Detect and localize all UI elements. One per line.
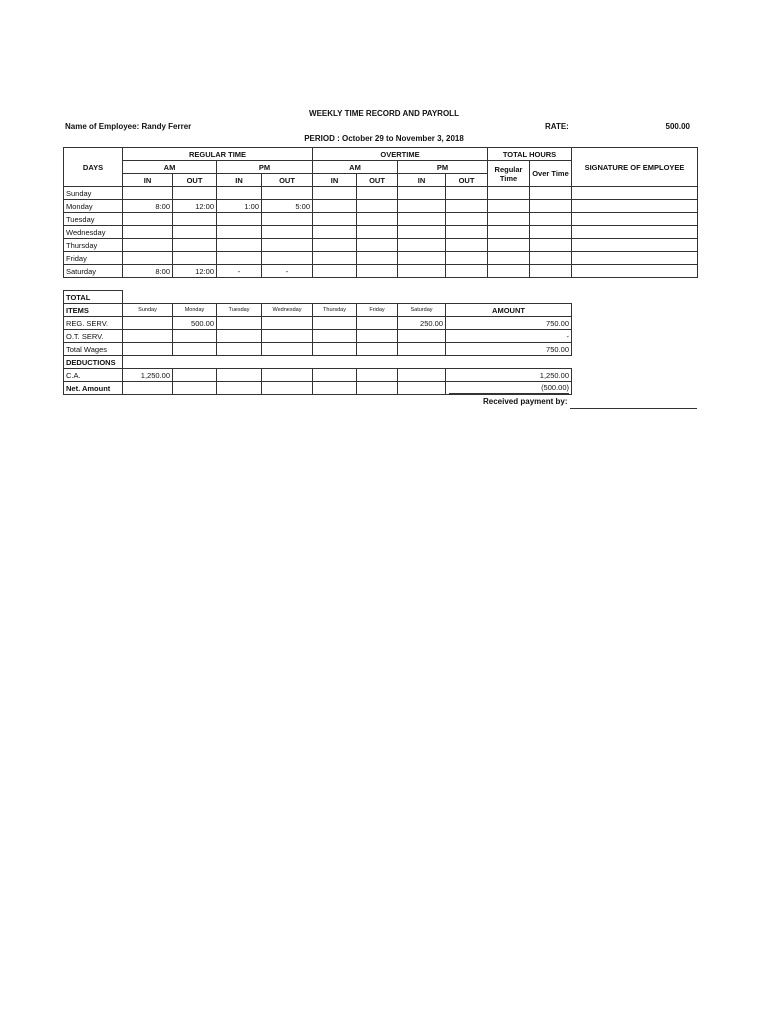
pm-out-cell (262, 239, 313, 252)
ca-row (64, 369, 572, 382)
empty-cell (572, 239, 698, 252)
day-row (64, 200, 698, 213)
ca-sunday: 1,250.00 (123, 369, 173, 382)
empty-cell (313, 213, 357, 226)
reg-am-out-header: OUT (173, 174, 217, 187)
day-saturday: Saturday (398, 304, 446, 317)
empty-cell (572, 265, 698, 278)
empty-cell (313, 239, 357, 252)
empty-cell (313, 226, 357, 239)
empty-cell (313, 265, 357, 278)
reg-serv-saturday: 250.00 (398, 317, 446, 330)
overtime-am-header: AM (313, 161, 398, 174)
empty-cell (488, 200, 530, 213)
pm-in-cell (217, 239, 262, 252)
am-out-cell: 12:00 (173, 200, 217, 213)
day-thursday: Thursday (313, 304, 357, 317)
total-hours-header: TOTAL HOURS (488, 148, 572, 161)
empty-cell (398, 265, 446, 278)
empty-cell (572, 213, 698, 226)
empty-cell (313, 200, 357, 213)
empty-cell (530, 239, 572, 252)
ot-am-out-header: OUT (357, 174, 398, 187)
reg-serv-monday: 500.00 (173, 317, 217, 330)
empty-cell (398, 200, 446, 213)
pm-out-cell (262, 213, 313, 226)
day-row (64, 226, 698, 239)
items-label: ITEMS (64, 304, 123, 317)
total-wages-amount: 750.00 (446, 343, 572, 356)
empty-cell (572, 226, 698, 239)
items-row (64, 304, 572, 317)
net-amount: (500.00) (449, 383, 569, 394)
day-label: Wednesday (64, 226, 123, 239)
period-label: PERIOD : October 29 to November 3, 2018 (304, 134, 464, 143)
am-in-cell (123, 252, 173, 265)
day-row (64, 213, 698, 226)
ot-am-in-header: IN (313, 174, 357, 187)
day-label: Sunday (64, 187, 123, 200)
empty-cell (488, 187, 530, 200)
empty-cell (530, 200, 572, 213)
empty-cell (530, 187, 572, 200)
empty-cell (446, 265, 488, 278)
regular-pm-header: PM (217, 161, 313, 174)
am-in-cell (123, 239, 173, 252)
overtime-header: OVERTIME (313, 148, 488, 161)
payroll-table (63, 290, 572, 395)
pm-in-cell: 1:00 (217, 200, 262, 213)
am-out-cell (173, 187, 217, 200)
empty-cell (357, 200, 398, 213)
ot-pm-out-header: OUT (446, 174, 488, 187)
ca-amount: 1,250.00 (446, 369, 572, 382)
empty-cell (357, 239, 398, 252)
days-header: DAYS (64, 148, 123, 187)
empty-cell (313, 252, 357, 265)
received-signature-line (570, 408, 697, 409)
empty-cell (357, 213, 398, 226)
reg-pm-out-header: OUT (262, 174, 313, 187)
ca-label: C.A. (64, 369, 123, 382)
day-label: Monday (64, 200, 123, 213)
reg-serv-label: REG. SERV. (64, 317, 123, 330)
empty-cell (398, 187, 446, 200)
empty-cell (357, 265, 398, 278)
ot-serv-amount: - (446, 330, 572, 343)
empty-cell (357, 187, 398, 200)
rate-label: RATE: (545, 122, 569, 131)
empty-cell (488, 252, 530, 265)
day-friday: Friday (357, 304, 398, 317)
net-label: Net. Amount (64, 382, 123, 395)
empty-cell (488, 226, 530, 239)
am-out-cell (173, 213, 217, 226)
am-in-cell: 8:00 (123, 265, 173, 278)
pm-out-cell (262, 187, 313, 200)
pm-in-cell (217, 226, 262, 239)
received-payment-label: Received payment by: (483, 397, 568, 406)
regular-time-total-header: Regular Time (488, 161, 530, 187)
empty-cell (357, 252, 398, 265)
empty-cell (313, 187, 357, 200)
empty-cell (488, 213, 530, 226)
empty-cell (398, 239, 446, 252)
empty-cell (446, 239, 488, 252)
deductions-label: DEDUCTIONS (64, 356, 123, 369)
pm-out-cell (262, 226, 313, 239)
am-out-cell (173, 226, 217, 239)
day-label: Thursday (64, 239, 123, 252)
regular-am-header: AM (123, 161, 217, 174)
am-out-cell (173, 252, 217, 265)
am-in-cell (123, 226, 173, 239)
document-title: WEEKLY TIME RECORD AND PAYROLL (309, 109, 459, 118)
pm-in-cell (217, 213, 262, 226)
empty-cell (572, 200, 698, 213)
am-out-cell (173, 239, 217, 252)
pm-out-cell: - (262, 265, 313, 278)
empty-cell (530, 265, 572, 278)
ot-serv-label: O.T. SERV. (64, 330, 123, 343)
rate-value: 500.00 (665, 122, 690, 131)
total-wages-row (64, 343, 572, 356)
am-in-cell: 8:00 (123, 200, 173, 213)
time-record-table (63, 147, 698, 278)
empty-cell (446, 187, 488, 200)
empty-cell (572, 252, 698, 265)
day-label: Friday (64, 252, 123, 265)
reg-serv-amount: 750.00 (446, 317, 572, 330)
overtime-pm-header: PM (398, 161, 488, 174)
pm-out-cell (262, 252, 313, 265)
signature-header: SIGNATURE OF EMPLOYEE (572, 148, 698, 187)
day-tuesday: Tuesday (217, 304, 262, 317)
regular-time-header: REGULAR TIME (123, 148, 313, 161)
empty-cell (530, 213, 572, 226)
empty-cell (446, 226, 488, 239)
ot-serv-row (64, 330, 572, 343)
empty-cell (446, 213, 488, 226)
am-in-cell (123, 187, 173, 200)
day-sunday: Sunday (123, 304, 173, 317)
empty-cell (357, 226, 398, 239)
ot-pm-in-header: IN (398, 174, 446, 187)
over-time-total-header: Over Time (530, 161, 572, 187)
employee-name: Name of Employee: Randy Ferrer (65, 122, 192, 131)
empty-cell (398, 252, 446, 265)
net-row (64, 382, 572, 395)
total-row (64, 291, 572, 304)
pm-out-cell: 5:00 (262, 200, 313, 213)
day-wednesday: Wednesday (262, 304, 313, 317)
empty-cell (446, 252, 488, 265)
total-label: TOTAL (64, 291, 123, 304)
day-row (64, 252, 698, 265)
am-in-cell (123, 213, 173, 226)
day-row (64, 187, 698, 200)
day-label: Tuesday (64, 213, 123, 226)
pm-in-cell: - (217, 265, 262, 278)
day-row (64, 265, 698, 278)
reg-pm-in-header: IN (217, 174, 262, 187)
empty-cell (446, 200, 488, 213)
amount-header: AMOUNT (446, 304, 572, 317)
empty-cell (398, 226, 446, 239)
empty-cell (530, 252, 572, 265)
day-label: Saturday (64, 265, 123, 278)
empty-cell (398, 213, 446, 226)
reg-serv-row (64, 317, 572, 330)
empty-cell (530, 226, 572, 239)
pm-in-cell (217, 187, 262, 200)
empty-cell (488, 265, 530, 278)
empty-cell (572, 187, 698, 200)
day-row (64, 239, 698, 252)
day-monday: Monday (173, 304, 217, 317)
empty-cell (488, 239, 530, 252)
reg-am-in-header: IN (123, 174, 173, 187)
deductions-row (64, 356, 572, 369)
pm-in-cell (217, 252, 262, 265)
header-row-1 (64, 148, 698, 161)
am-out-cell: 12:00 (173, 265, 217, 278)
total-wages-label: Total Wages (64, 343, 123, 356)
